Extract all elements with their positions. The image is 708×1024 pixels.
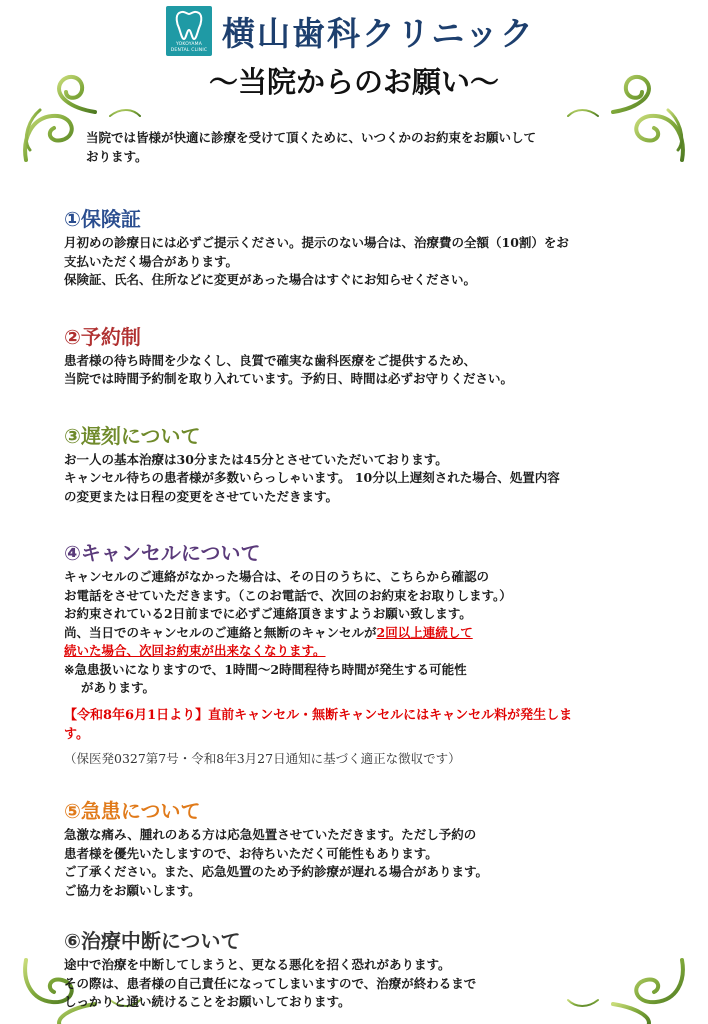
emphasis-text: 続いた場合、次回お約束が出来なくなります。	[64, 643, 326, 658]
section-body	[64, 956, 654, 1012]
intro-line: 当院では皆様が快適に診療を受けて頂くために、いつくかのお約束をお願いして	[86, 130, 537, 145]
warning-line: 【令和8年6月1日より】直前キャンセル・無断キャンセルにはキャンセル料が発生しま	[64, 707, 573, 723]
body-line: お電話をさせていただきます。（このお電話で、次回のお約束をお取りします。）	[64, 587, 512, 603]
body-line: 保険証、氏名、住所などに変更があった場合はすぐにお知らせください。	[64, 272, 477, 287]
body-line: 月初めの診療日には必ずご提示ください。提示のない場合は、治療費の全額（10割）をお	[64, 235, 569, 250]
cancellation-fee-warning	[64, 706, 654, 744]
body-line: 途中で治療を中断してしまうと、更なる悪化を招く恐れがあります。	[64, 957, 451, 972]
section-title: ③遅刻について	[64, 423, 201, 448]
body-line: キャンセル待ちの患者様が多数いらっしゃいます。 10分以上遅刻された場合、処置内容	[64, 470, 560, 485]
body-line: があります。	[81, 680, 156, 695]
section-body	[64, 234, 654, 290]
warning-line: す。	[64, 726, 89, 742]
section-cancellation	[64, 540, 654, 768]
body-line: その際は、患者様の自己責任になってしまいますので、治療が終わるまで	[64, 975, 477, 991]
section-title: ⑤急患について	[64, 799, 201, 823]
section-insurance-card	[64, 206, 654, 290]
section-body	[64, 451, 654, 507]
body-line: キャンセルのご連絡がなかった場合は、その日のうちに、こちらから確認の	[64, 569, 490, 584]
body-line: 支払いただく場合があります。	[64, 253, 239, 269]
page-subtitle: ～当院からのお願い～	[208, 65, 499, 99]
tooth-icon	[175, 10, 203, 40]
section-emergency	[64, 798, 654, 900]
body-line: お約束されている2日前までに必ずご連絡頂きますようお願い致します。	[64, 606, 472, 621]
body-line: ご協力をお願いします。	[64, 882, 201, 898]
section-title: ①保険証	[64, 207, 141, 231]
body-line: ※急患扱いになりますので、1時間～2時間程待ち時間が発生する可能性	[64, 661, 467, 677]
section-body	[64, 826, 654, 900]
section-appointment-system	[64, 324, 654, 389]
logo-text-line1: YOKOYAMA	[175, 42, 203, 47]
clinic-name: 横山歯科クリニック	[222, 14, 536, 53]
section-lateness	[64, 423, 654, 507]
emphasis-text: 2回以上連続して	[376, 624, 473, 640]
body-line: 当院では時間予約制を取り入れています。予約日、時間は必ずお守りください。	[64, 371, 514, 386]
body-line: の変更または日程の変更をさせていただきます。	[64, 488, 339, 504]
section-title: ②予約制	[64, 324, 141, 349]
body-line: ご了承ください。また、応急処置のため予約診療が遅れる場合があります。	[64, 864, 489, 879]
body-line: 患者様を優先いたしますので、お待ちいただく可能性もあります。	[64, 845, 438, 861]
header	[0, 0, 708, 100]
section-body	[64, 568, 654, 698]
body-line: 急激な痛み、腫れのある方は応急処置させていただきます。ただし予約の	[64, 827, 477, 842]
body-line: 患者様の待ち時間を少なくし、良質で確実な歯科医療をご提供するため、	[64, 352, 477, 368]
section-body	[64, 352, 654, 389]
clinic-logo	[166, 6, 212, 56]
intro-line: おります。	[86, 149, 148, 164]
logo-text-line2: DENTAL CLINIC	[170, 48, 208, 53]
section-title: ⑥治療中断について	[64, 929, 241, 953]
body-line: しっかりと通い続けることをお願いしております。	[64, 994, 351, 1009]
body-line: 尚、当日でのキャンセルのご連絡と無断のキャンセルが	[64, 624, 377, 640]
intro-text	[86, 128, 646, 166]
legal-note: （保医発0327第7号・令和8年3月27日通知に基づく適正な徴収です）	[64, 750, 461, 766]
body-line: お一人の基本治療は30分または45分とさせていただいております。	[64, 451, 448, 467]
notice-content	[64, 128, 654, 1012]
section-title: ④キャンセルについて	[64, 541, 261, 565]
section-treatment-interruption	[64, 928, 654, 1012]
